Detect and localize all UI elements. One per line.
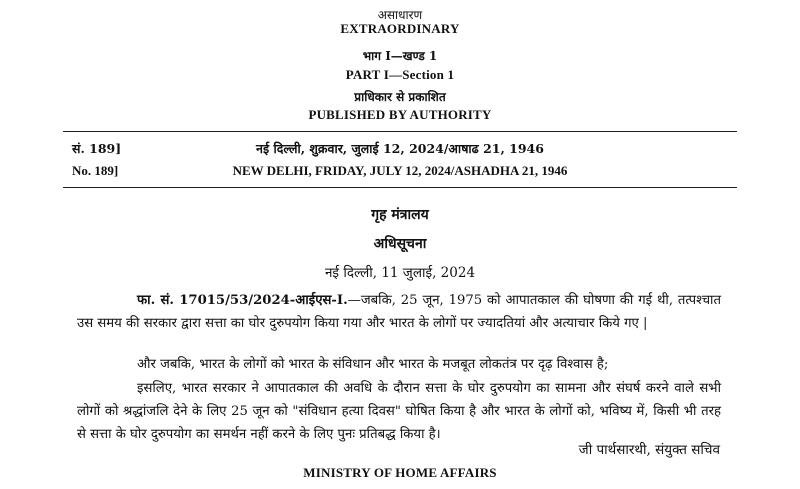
masthead-english-extraordinary: EXTRAORDINARY <box>340 21 460 36</box>
top-divider <box>63 131 737 132</box>
paragraph-1-text: —जबकि, 25 जून, 1975 को आपातकाल की घोषणा की गई थी, तत्पश्चात उस समय की सरकार द्वारा सत्ता का घोर दुरुपयोग किया गया और भारत के लोगों पर ज्यादतियां और अत्याचार किये गए | <box>77 293 721 331</box>
issue-dateline-english: NEW DELHI, FRIDAY, JULY 12, 2024/ASHADHA 21, 1946 <box>232 163 568 178</box>
masthead-english-part: PART I—Section 1 <box>345 67 455 82</box>
paragraph-3: इसलिए, भारत सरकार ने आपातकाल की अवधि के दौरान सत्ता के घोर दुरुपयोग का सामना और संघर्ष करने वाले सभी लोगों को श्रद्धांजलि देने के लिए 25 जून को "संविधान हत्या दिवस" घोषित किया है और भारत के लोगों को, भविष्य में, किसी भी तरह से सत्ता के घोर दुरुपयोग का समर्थन नहीं करने के लिए पुनः प्रतिबद्ध किया है। <box>77 381 721 442</box>
issue-number-hindi: सं. 189] <box>72 141 122 156</box>
ministry-title-hindi: गृह मंत्रालय <box>371 207 429 223</box>
masthead-hindi-extraordinary: असाधारण <box>377 8 423 22</box>
issue-dateline-hindi: नई दिल्ली, शुक्रवार, जुलाई 12, 2024/आषाढ 21, 1946 <box>256 141 544 156</box>
file-number: फा. सं. 17015/53/2024-आईएस-I. <box>137 293 348 308</box>
notification-title-hindi: अधिसूचना <box>373 236 427 252</box>
ministry-title-english: MINISTRY OF HOME AFFAIRS <box>303 465 497 480</box>
issue-number-english: No. 189] <box>72 163 119 178</box>
place-date: नई दिल्ली, 11 जुलाई, 2024 <box>324 265 476 281</box>
masthead-hindi-part: भाग I—खण्ड 1 <box>362 49 438 63</box>
bottom-divider <box>63 187 737 188</box>
masthead-hindi-authority: प्राधिकार से प्रकाशित <box>354 90 446 104</box>
masthead-english-authority: PUBLISHED BY AUTHORITY <box>308 107 492 122</box>
paragraph-2: और जबकि, भारत के लोगों को भारत के संविधान और भारत के मजबूत लोकतंत्र पर दृढ़ विश्वास है; <box>137 357 609 372</box>
paragraph-1 <box>77 289 721 335</box>
signatory: जी पार्थसारथी, संयुक्त सचिव <box>578 442 720 458</box>
